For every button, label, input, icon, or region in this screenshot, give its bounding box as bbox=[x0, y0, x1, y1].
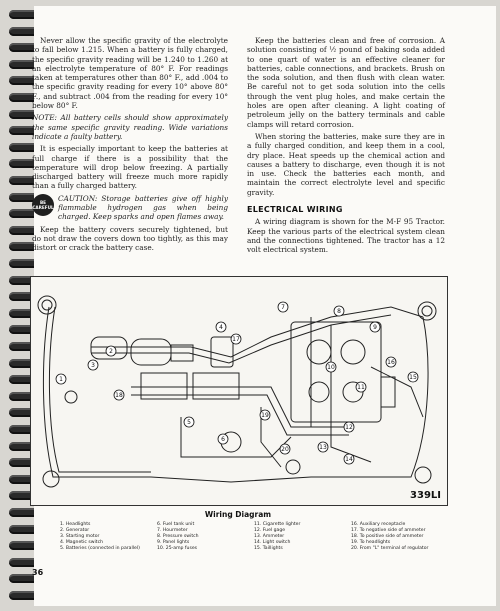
legend-item: 13. Ammeter bbox=[254, 534, 285, 539]
legend-item: 18. To positive side of ammeter bbox=[351, 534, 424, 539]
paragraph-battery-covers: Keep the battery covers securely tightened, but do not draw the covers down too tightly, as this may distort or crack the battery case. bbox=[32, 224, 228, 253]
section-heading-electrical-wiring: ELECTRICAL WIRING bbox=[247, 205, 343, 215]
legend-item: 2. Generator bbox=[60, 528, 90, 533]
page-number: 36 bbox=[32, 568, 44, 577]
callout-14: 14 bbox=[345, 456, 353, 463]
legend-item: 11. Cigarette lighter bbox=[254, 522, 301, 527]
legend-item: 10. 25-amp fuses bbox=[157, 546, 198, 551]
caution-text: CAUTION: Storage batteries give off highly flammable hydrogen gas when being charged. Keep sparks and open flames away. bbox=[58, 193, 228, 222]
note-battery-cells: NOTE: All battery cells should show approximately the same specific gravity reading. Wide variations indicate a faulty battery. bbox=[32, 113, 228, 141]
legend-item: 7. Hourmeter bbox=[157, 528, 188, 533]
right-text-column bbox=[247, 36, 445, 258]
legend-item: 6. Fuel tank unit bbox=[157, 522, 195, 527]
callout-10: 10 bbox=[327, 364, 335, 371]
callout-8: 8 bbox=[337, 308, 341, 315]
callout-11: 11 bbox=[357, 384, 365, 391]
legend-item: 15. Taillights bbox=[254, 546, 283, 551]
caution-block bbox=[32, 194, 228, 222]
legend-item: 4. Magnetic switch bbox=[60, 540, 104, 545]
diagram-callouts bbox=[56, 302, 418, 464]
legend-item: 20. From "L" terminal of regulator bbox=[351, 546, 429, 551]
callout-1: 1 bbox=[59, 376, 63, 383]
legend-item: 14. Light switch bbox=[254, 540, 291, 545]
left-text-column bbox=[32, 36, 228, 256]
callout-12: 12 bbox=[345, 424, 353, 431]
callout-20: 20 bbox=[281, 446, 289, 453]
legend-item: 12. Fuel gage bbox=[254, 528, 286, 533]
callout-5: 5 bbox=[187, 419, 191, 426]
wiring-diagram bbox=[30, 276, 448, 506]
callout-15: 15 bbox=[409, 374, 417, 381]
callout-18: 18 bbox=[115, 392, 123, 399]
diagram-legend bbox=[60, 522, 440, 552]
be-careful-icon: BE CAREFUL bbox=[32, 194, 54, 216]
callout-4: 4 bbox=[219, 324, 223, 331]
callout-2: 2 bbox=[109, 348, 113, 355]
callout-17: 17 bbox=[232, 336, 240, 343]
paragraph-freezing: It is especially important to keep the batteries at full charge if there is a possibility that the temperature will drop below freezing. A partially discharged battery will freeze much more rapidly than a fully charged battery. bbox=[32, 144, 228, 191]
legend-item: 17. To negative side of ammeter bbox=[351, 528, 426, 533]
paragraph-cleaning: Keep the batteries clean and free of corrosion. A solution consisting of ½ pound of baking soda added to one quart of water is an effective cleaner for batteries, cable connections, and brackets. Brush on the soda solution, and then flush with clean water. Be careful not to get soda solution into the cells through the vent plug holes, and make certain the holes are open after cleaning. A light coating of petroleum jelly on the battery terminals and cable clamps will retard corrosion. bbox=[247, 36, 445, 129]
legend-item: 8. Pressure switch bbox=[157, 534, 199, 539]
diagram-caption-title: Wiring Diagram bbox=[204, 510, 272, 519]
callout-9: 9 bbox=[373, 324, 377, 331]
legend-item: 9. Panel lights bbox=[157, 540, 190, 545]
callout-7: 7 bbox=[281, 304, 285, 311]
legend-item: 1. Headlights bbox=[60, 522, 91, 527]
callout-3: 3 bbox=[91, 362, 95, 369]
legend-item: 19. To headlights bbox=[351, 540, 391, 545]
wiring-diagram-drawing bbox=[31, 277, 447, 505]
diagram-code: 339LI bbox=[410, 490, 441, 501]
callout-16: 16 bbox=[387, 359, 395, 366]
legend-item: 3. Starting motor bbox=[60, 534, 100, 539]
paragraph-storage: When storing the batteries, make sure they are in a fully charged condition, and keep them in a cool, dry place. Heat speeds up the chemical action and causes a battery to discharge, even though it is not in use. Check the batteries each month, and maintain the correct electrolyte level and specific gravity. bbox=[247, 131, 445, 197]
callout-6: 6 bbox=[221, 436, 225, 443]
callout-13: 13 bbox=[319, 444, 327, 451]
callout-19: 19 bbox=[261, 412, 269, 419]
legend-item: 16. Auxiliary receptacle bbox=[351, 522, 406, 527]
paragraph-specific-gravity: Never allow the specific gravity of the electrolyte to fall below 1.215. When a battery is fully charged, the specific gravity reading will be 1.240 to 1.260 at an electrolyte temperature of 80° F. For readings taken at temperatures other than 80° F., add .004 to the specific gravity reading for every 10° above 80° F., and subtract .004 from the reading for every 10° below 80° F. bbox=[32, 36, 228, 111]
paragraph-wiring: A wiring diagram is shown for the M-F 95 Tractor. Keep the various parts of the electrical system clean and the connections tightened. The tractor has a 12 volt electrical system. bbox=[247, 217, 445, 255]
legend-item: 5. Batteries (connected in parallel) bbox=[60, 546, 140, 551]
